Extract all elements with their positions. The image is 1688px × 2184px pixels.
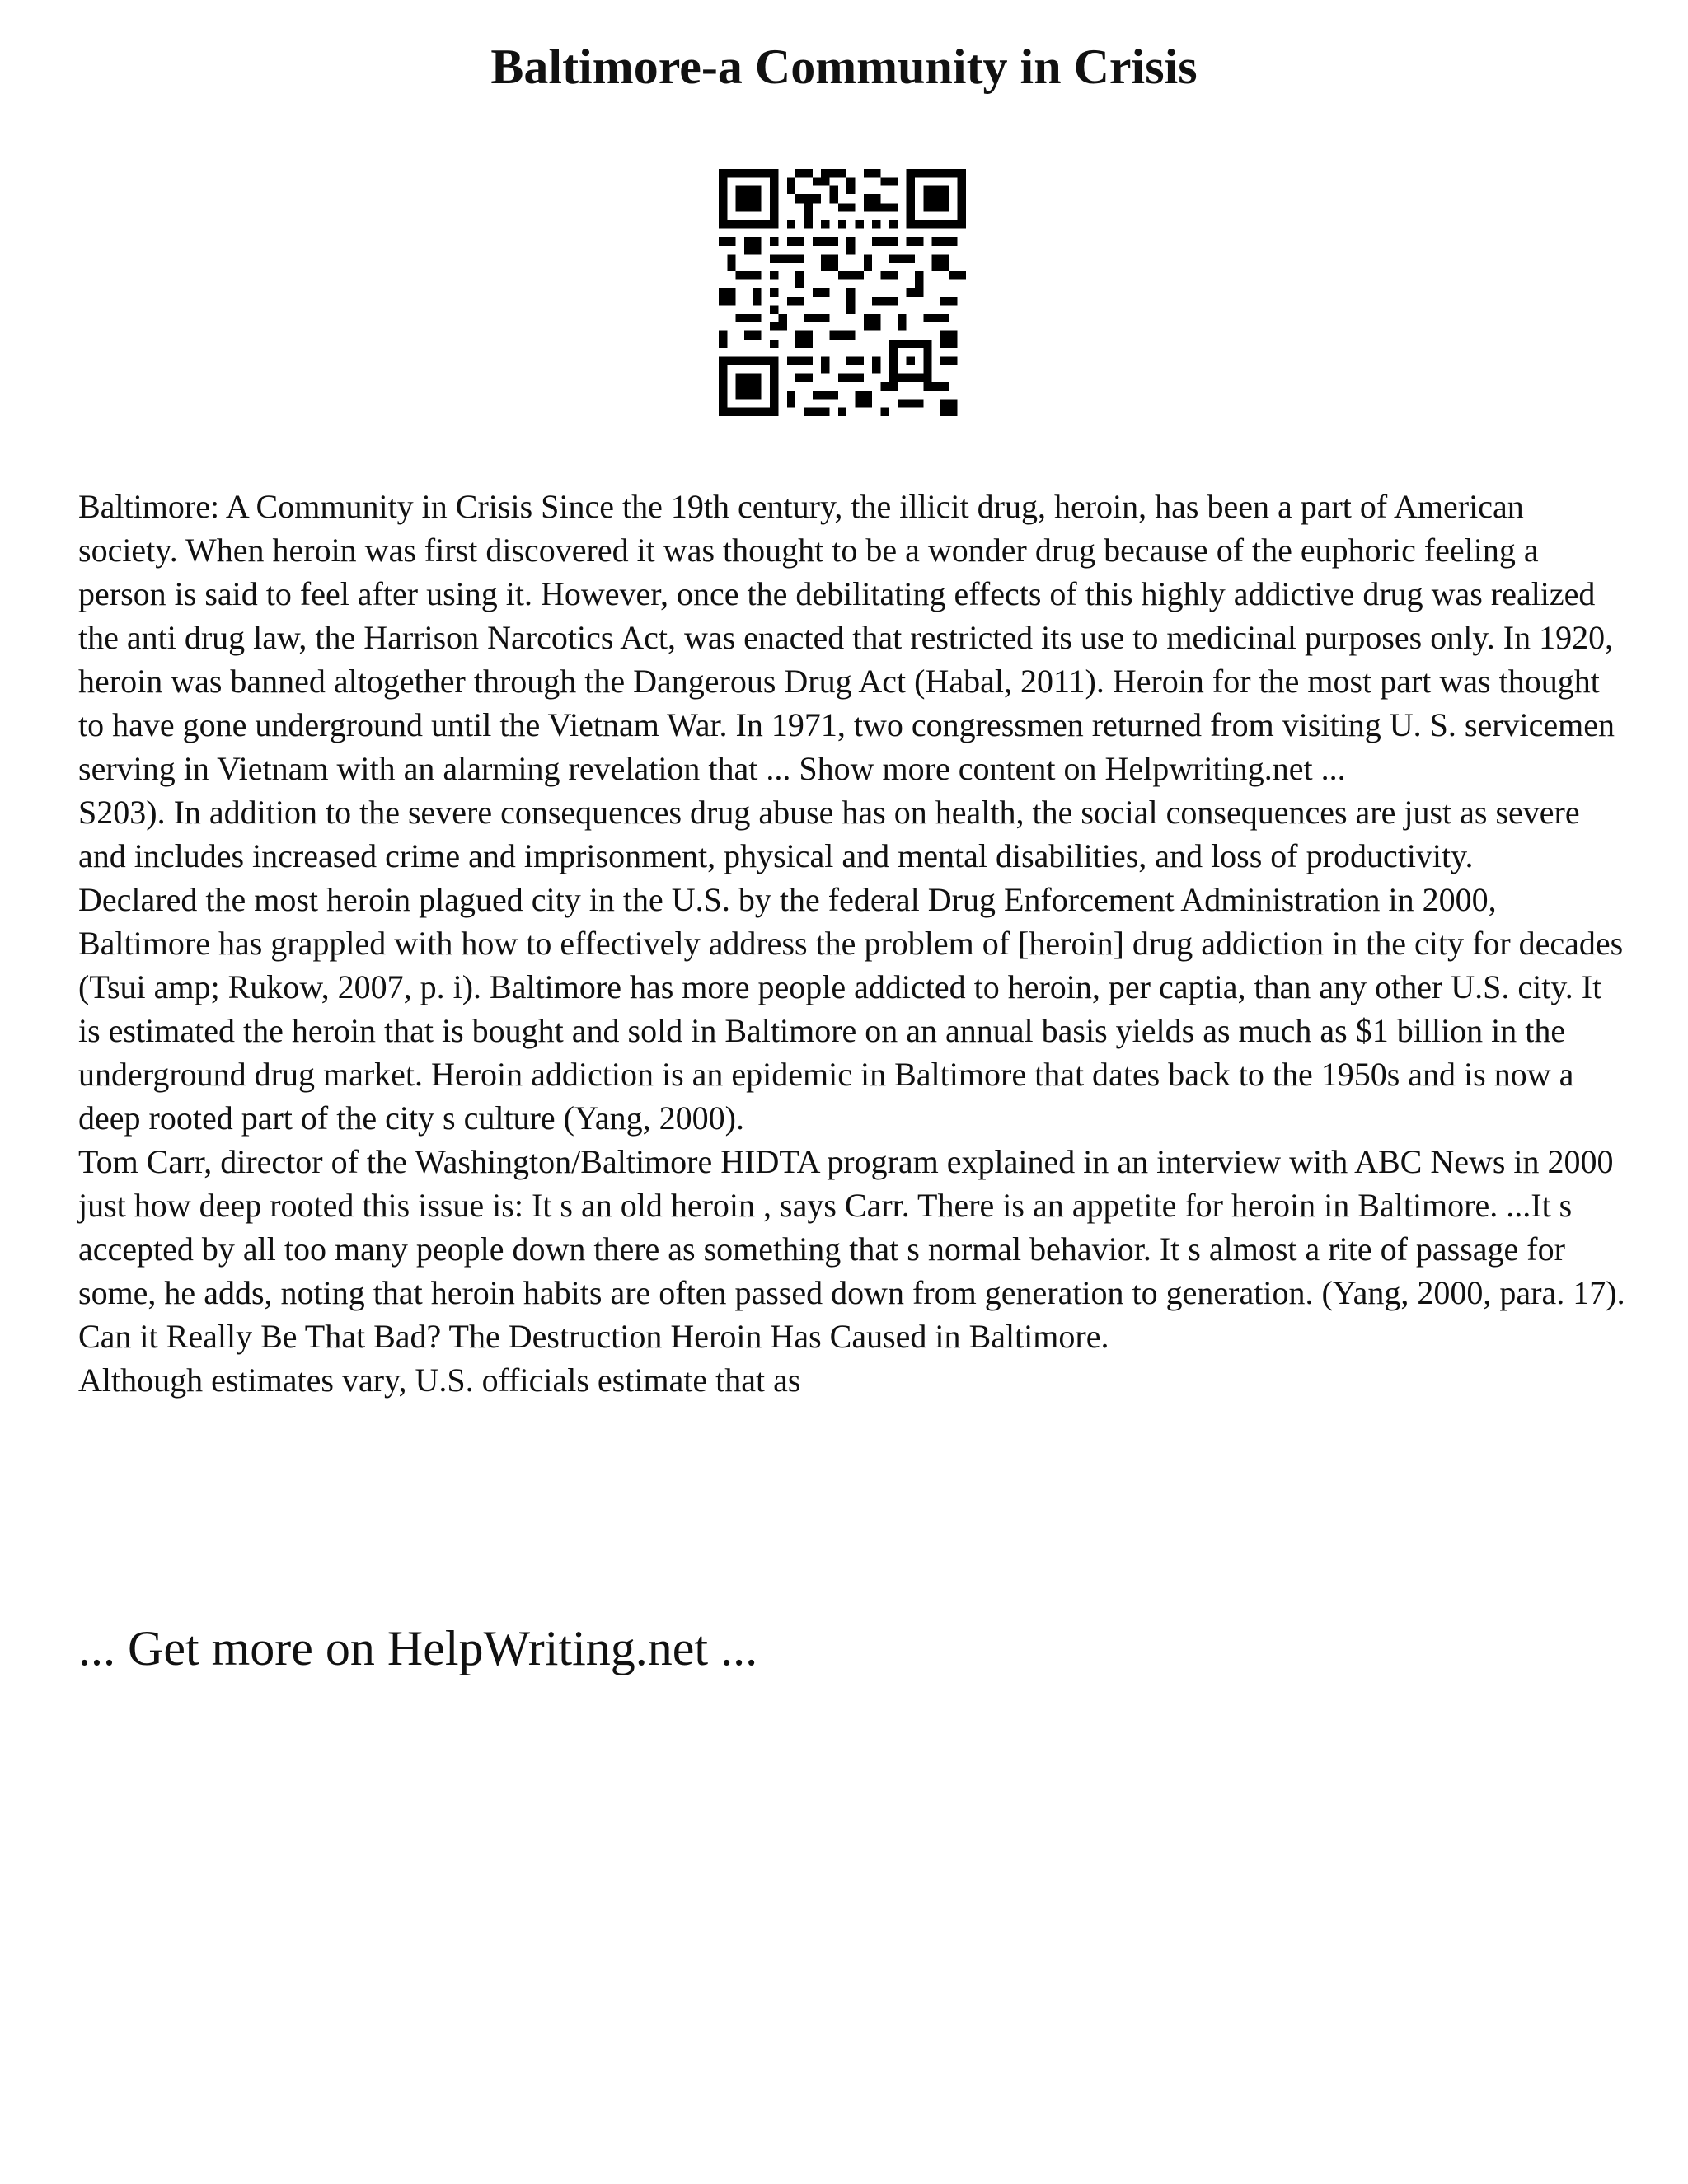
paragraph-tom-carr: Tom Carr, director of the Washington/Baltimore HIDTA program explained in an interview with ABC News in 2000 just how deep rooted this issue is: It s an old heroin , says Carr. There is an appetite for heroin in Baltimore. ...It s accepted by all too many people down there as something that s normal behavior. It s almost a rite of passage for some, he adds, noting that heroin habits are often passed down from generation to generation. (Yang, 2000, para. 17).	[78, 1143, 1625, 1311]
get-more-link[interactable]: ... Get more on HelpWriting.net ...	[78, 1621, 758, 1675]
document-body	[78, 485, 1628, 1402]
paragraph-intro: Baltimore: A Community in Crisis Since the 19th century, the illicit drug, heroin, has been a part of American society. When heroin was first discovered it was thought to be a wonder drug because of the euphoric feeling a person is said to feel after using it. However, once the debilitating effects of this highly addictive drug was realized the anti drug law, the Harrison Narcotics Act, was enacted that restricted its use to medicinal purposes only. In 1920, heroin was banned altogether through the Dangerous Drug Act (Habal, 2011). Heroin for the most part was thought to have gone underground until the Vietnam War. In 1971, two congressmen returned from visiting U. S. servicemen serving in Vietnam with an alarming revelation that ... Show more content on Helpwriting.net ...	[78, 488, 1615, 787]
paragraph-heading-destruction: Can it Really Be That Bad? The Destruction Heroin Has Caused in Baltimore.	[78, 1318, 1109, 1355]
paragraph-estimates: Although estimates vary, U.S. officials estimate that as	[78, 1361, 801, 1399]
paragraph-consequences: S203). In addition to the severe consequences drug abuse has on health, the social consequences are just as severe and includes increased crime and imprisonment, physical and mental disabilities, and loss of productivity.	[78, 794, 1580, 874]
qr-code-icon[interactable]	[719, 169, 966, 416]
document-title: Baltimore-a Community in Crisis	[490, 40, 1198, 94]
paragraph-dea: Declared the most heroin plagued city in the U.S. by the federal Drug Enforcement Administration in 2000, Baltimore has grappled with how to effectively address the problem of [heroin] drug addiction in the city for decades (Tsui amp; Rukow, 2007, p. i). Baltimore has more people addicted to heroin, per captia, than any other U.S. city. It is estimated the heroin that is bought and sold in Baltimore on an annual basis yields as much as $1 billion in the underground drug market. Heroin addiction is an epidemic in Baltimore that dates back to the 1950s and is now a deep rooted part of the city s culture (Yang, 2000).	[78, 881, 1624, 1137]
